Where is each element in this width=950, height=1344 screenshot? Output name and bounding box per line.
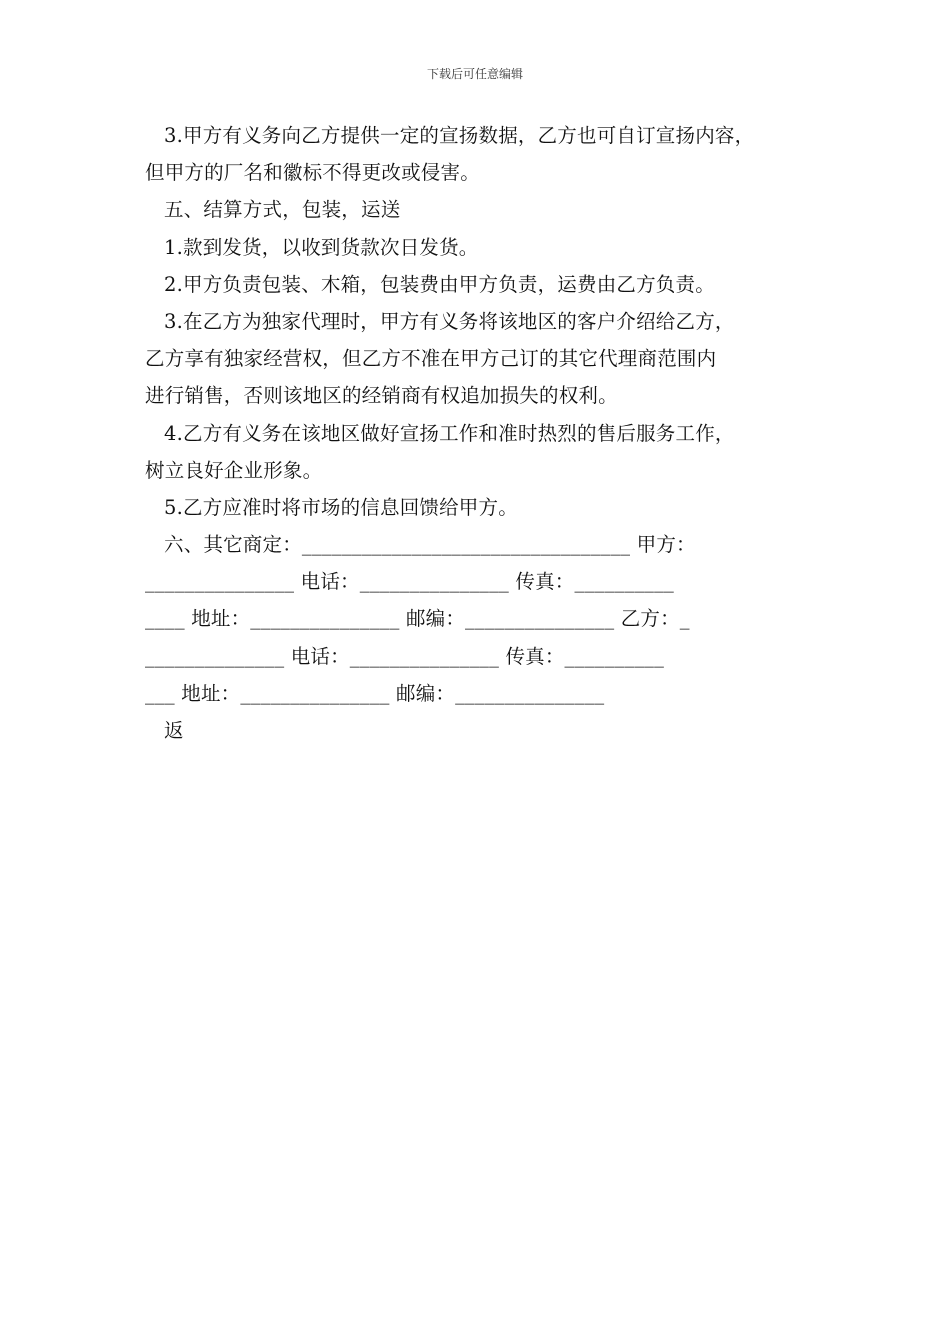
paragraph-line: 进行销售，否则该地区的经销商有权追加损失的权利。: [145, 384, 618, 408]
paragraph-line: 乙方享有独家经营权，但乙方不准在甲方己订的其它代理商范围内: [145, 347, 717, 371]
signature-form-line: 六、其它商定：_________________________________ 甲方：: [164, 533, 696, 557]
paragraph-line: 2.甲方负责包装、木箱，包装费由甲方负责，运费由乙方负责。: [164, 272, 715, 296]
signature-form-line: ____ 地址：_______________ 邮编：_______________ 乙方：_: [145, 607, 690, 631]
paragraph-line: 5.乙方应准时将市场的信息回馈给甲方。: [164, 495, 518, 519]
paragraph-line: 3.甲方有义务向乙方提供一定的宣扬数据，乙方也可自订宣扬内容，: [164, 124, 755, 147]
signature-form-line: ___ 地址：_______________ 邮编：_______________: [145, 681, 605, 705]
paragraph-line: 返: [164, 719, 184, 742]
section-heading: 五、结算方式，包装，运送: [164, 198, 401, 222]
document-body: [145, 117, 825, 749]
paragraph-line: 但甲方的厂名和徽标不得更改或侵害。: [145, 161, 480, 185]
signature-form-line: _______________ 电话：_______________ 传真：__________: [145, 570, 674, 594]
paragraph-line: 3.在乙方为独家代理时，甲方有义务将该地区的客户介绍给乙方，: [164, 309, 735, 333]
page-header-note: 下载后可任意编辑: [426, 67, 523, 81]
paragraph-line: 4.乙方有义务在该地区做好宣扬工作和准时热烈的售后服务工作，: [164, 421, 735, 445]
paragraph-line: 1.款到发货，以收到货款次日发货。: [164, 235, 479, 259]
paragraph-line: 树立良好企业形象。: [145, 458, 323, 482]
signature-form-line: ______________ 电话：_______________ 传真：__________: [145, 644, 665, 668]
